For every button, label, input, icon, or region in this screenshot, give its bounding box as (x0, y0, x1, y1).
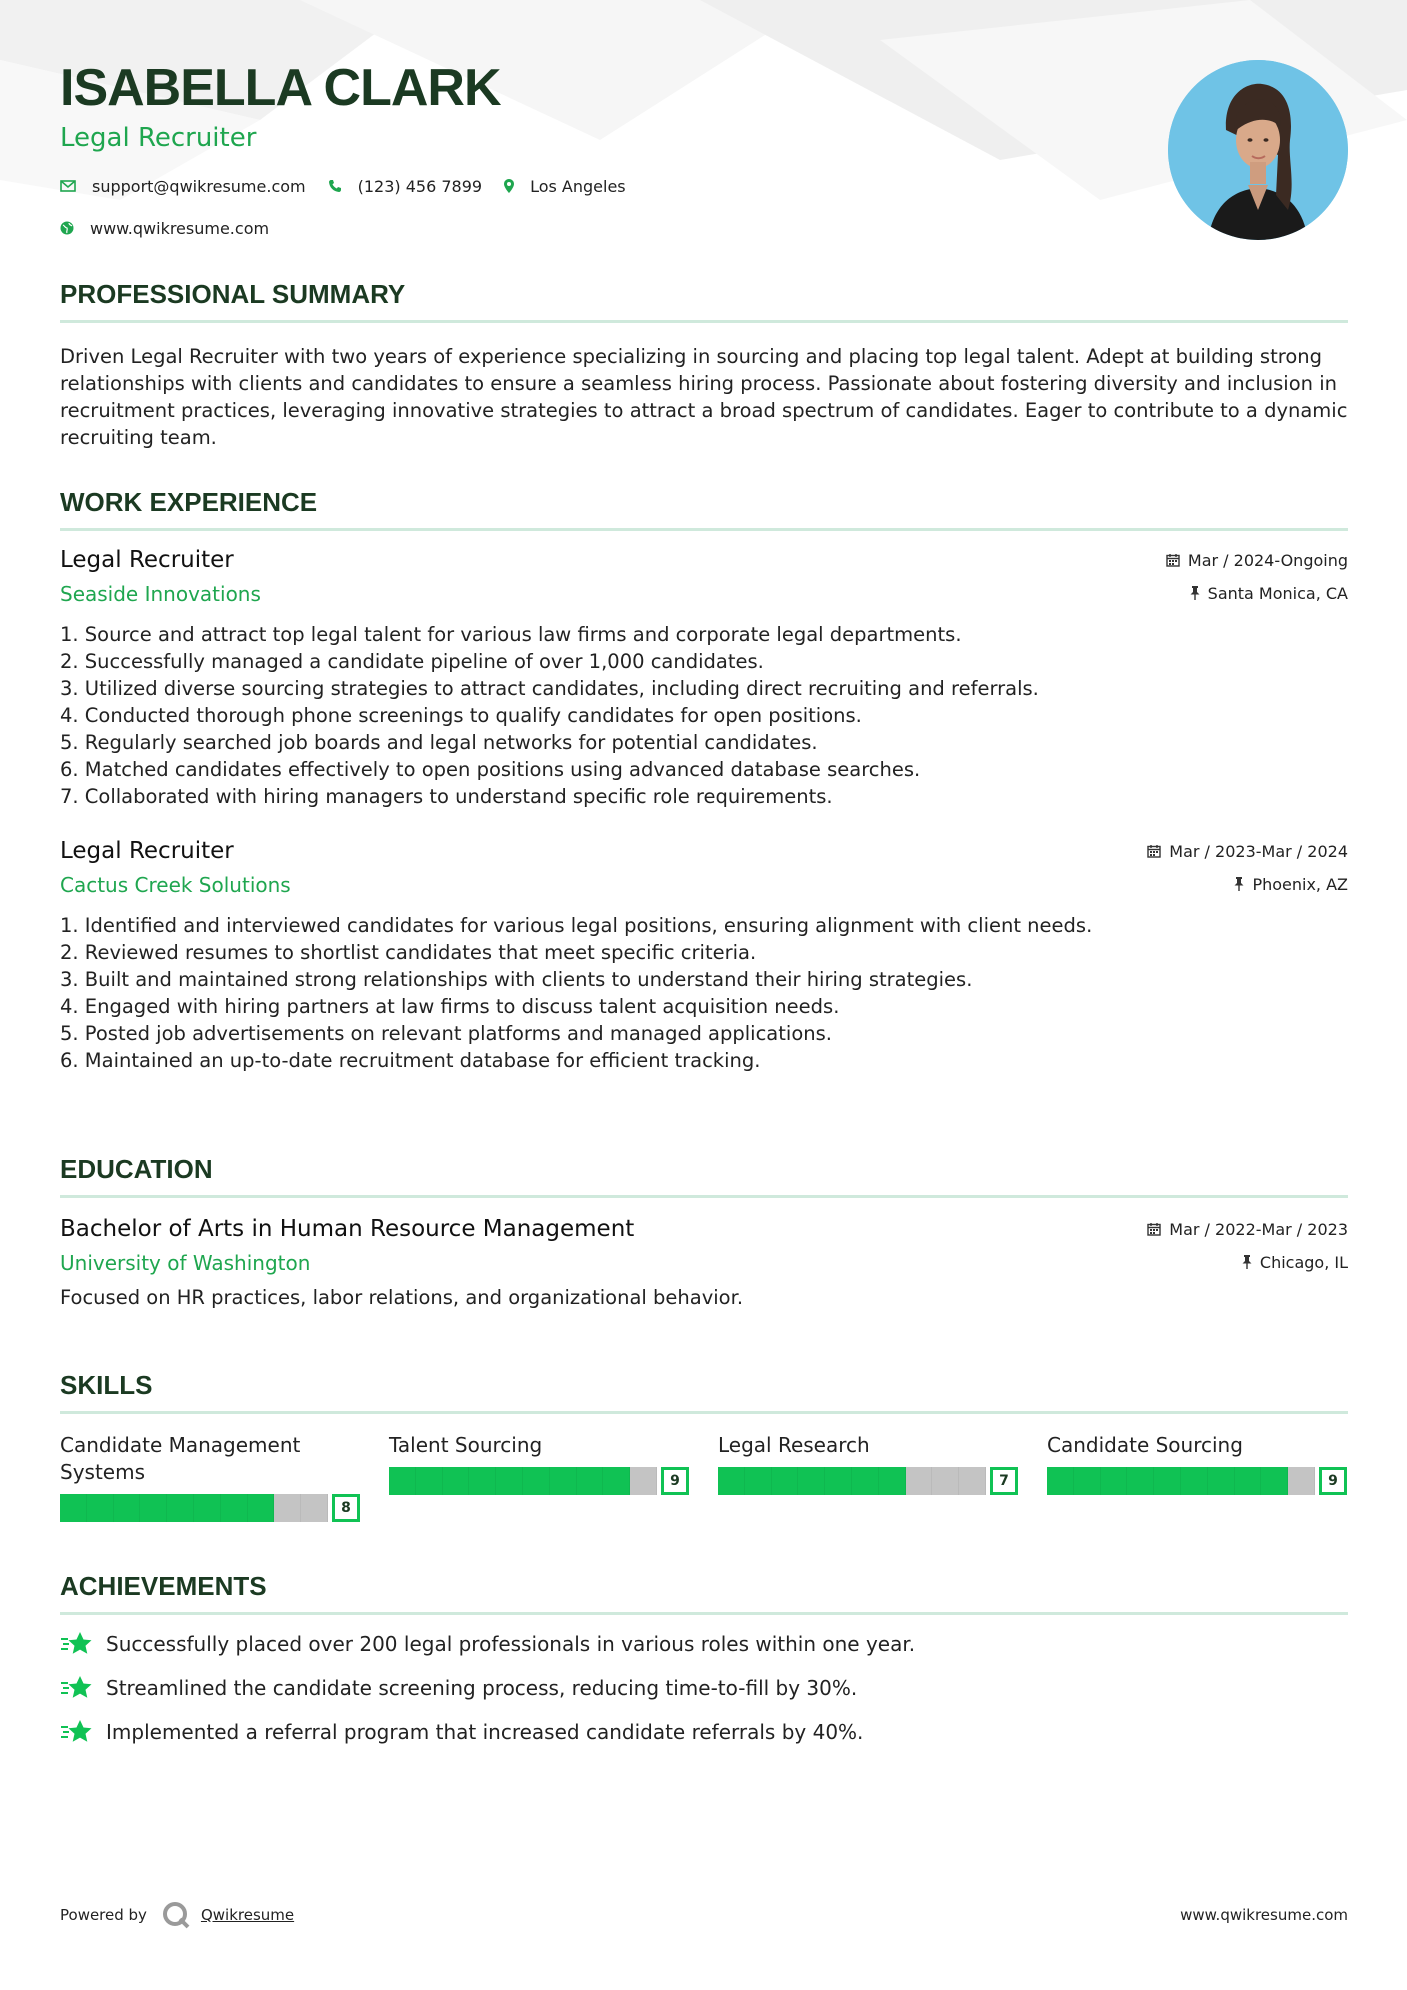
achievement-text: Successfully placed over 200 legal professionals in various roles within one year. (106, 1632, 916, 1656)
work-experience-section (60, 486, 1348, 1074)
skill-bar-segment (87, 1494, 114, 1522)
powered-by-label: Powered by (60, 1906, 147, 1924)
skill-bar-segment (167, 1494, 194, 1522)
skill-level-badge: 9 (1319, 1467, 1347, 1495)
skill-bar-segment (469, 1467, 496, 1495)
pushpin-icon (1234, 877, 1244, 891)
job-location: Santa Monica, CA (1207, 583, 1348, 603)
skills-heading: SKILLS (60, 1370, 153, 1400)
education-description: Focused on HR practices, labor relations, and organizational behavior. (60, 1286, 744, 1309)
skill-bar-segment (932, 1467, 959, 1495)
candidate-role: Legal Recruiter (60, 123, 257, 153)
education-divider (60, 1195, 1348, 1198)
skill-bar-segment (221, 1494, 248, 1522)
skill-bar-segment (577, 1467, 604, 1495)
contact-website[interactable] (60, 219, 269, 238)
job-company: Seaside Innovations (60, 582, 261, 606)
skill-bar-segment (1181, 1467, 1208, 1495)
profile-photo (1168, 60, 1348, 240)
calendar-icon (1147, 1222, 1161, 1236)
skill-name: Legal Research (718, 1433, 870, 1457)
skill-bar-segment (248, 1494, 275, 1522)
skills-divider (60, 1411, 1348, 1414)
skill-bar-segment (603, 1467, 630, 1495)
skill-item (60, 1432, 360, 1522)
skill-bar-segment (194, 1494, 221, 1522)
skill-item (389, 1432, 689, 1522)
contact-row (60, 174, 1110, 198)
contact-phone[interactable] (328, 177, 482, 196)
skill-name: Candidate Sourcing (1047, 1433, 1243, 1457)
job-title: Legal Recruiter (60, 547, 234, 573)
skill-bar-segment (1074, 1467, 1101, 1495)
calendar-icon (1166, 553, 1180, 567)
skill-bar-segment (416, 1467, 443, 1495)
education-heading: EDUCATION (60, 1154, 213, 1184)
skill-bar-segment (274, 1494, 301, 1522)
skill-bar-segment (879, 1467, 906, 1495)
skill-bar-segment (1235, 1467, 1262, 1495)
envelope-icon (60, 180, 76, 192)
candidate-name: ISABELLA CLARK (60, 59, 501, 117)
experience-heading: WORK EXPERIENCE (60, 487, 318, 517)
job-company: Cactus Creek Solutions (60, 873, 291, 897)
skill-bar-segment (443, 1467, 470, 1495)
summary-text: Driven Legal Recruiter with two years of experience specializing in sourcing and placing top legal talent. Adept at building strong relationships with clients and candidates to ensure a seamless hiring process. Passionate about fostering diversity and inclusion in recruitment practices, leveraging innovative strategies to attract a broad spectrum of candidates. Eager to contribute to a dynamic recruiting team. (60, 345, 1348, 449)
skill-bar-segment (959, 1467, 986, 1495)
professional-summary-section (60, 278, 1348, 451)
list-item: 3. Built and maintained strong relationships with clients to understand their hiring strategies. (60, 968, 973, 991)
avatar-portrait (1168, 60, 1348, 240)
skill-bar-segment (906, 1467, 933, 1495)
email-text: support@qwikresume.com (92, 176, 306, 196)
skills-row (60, 1432, 1348, 1522)
skill-bar-segment (389, 1467, 416, 1495)
job-bullets (60, 912, 1348, 1074)
education-entry (60, 1214, 1348, 1311)
skill-bar-segment (1127, 1467, 1154, 1495)
skill-bar-segment (301, 1494, 328, 1522)
job-entry-2 (60, 836, 1348, 1074)
list-item: 3. Utilized diverse sourcing strategies to attract candidates, including direct recruiting and referrals. (60, 677, 1039, 700)
skills-section (60, 1369, 1348, 1522)
skill-bar-segment (825, 1467, 852, 1495)
list-item: 4. Engaged with hiring partners at law firms to discuss talent acquisition needs. (60, 995, 840, 1018)
pushpin-icon (1242, 1255, 1252, 1269)
achievement-item (60, 1629, 1348, 1659)
list-item: 6. Maintained an up-to-date recruitment database for efficient tracking. (60, 1049, 761, 1072)
list-item: 5. Posted job advertisements on relevant platforms and managed applications. (60, 1022, 832, 1045)
education-section (60, 1153, 1348, 1311)
job-meta (1166, 549, 1348, 604)
list-item: 7. Collaborated with hiring managers to understand specific role requirements. (60, 785, 833, 808)
skill-level-bar (60, 1494, 328, 1522)
list-item: 4. Conducted thorough phone screenings to qualify candidates for open positions. (60, 704, 862, 727)
footer (60, 1895, 1348, 1935)
experience-divider (60, 528, 1348, 531)
school-name: University of Washington (60, 1251, 311, 1275)
education-dates: Mar / 2022-Mar / 2023 (1169, 1219, 1348, 1239)
achievements-heading: ACHIEVEMENTS (60, 1571, 267, 1601)
job-entry-1 (60, 545, 1348, 810)
skill-name: Candidate Management Systems (60, 1433, 301, 1484)
skill-bar-segment (772, 1467, 799, 1495)
summary-heading: PROFESSIONAL SUMMARY (60, 279, 406, 309)
education-meta (1147, 1218, 1348, 1273)
skill-level-bar (718, 1467, 986, 1495)
job-dates: Mar / 2024-Ongoing (1187, 550, 1348, 570)
skill-bar-segment (852, 1467, 879, 1495)
skill-bar-segment (496, 1467, 523, 1495)
degree-title: Bachelor of Arts in Human Resource Management (60, 1216, 635, 1242)
skill-bar-segment (1288, 1467, 1315, 1495)
skill-item (718, 1432, 1018, 1522)
skill-bar-segment (718, 1467, 745, 1495)
calendar-icon (1147, 844, 1161, 858)
job-title: Legal Recruiter (60, 838, 234, 864)
header (60, 58, 1110, 240)
skill-level-badge: 7 (990, 1467, 1018, 1495)
skill-item (1047, 1432, 1347, 1522)
skill-bar-segment (1047, 1467, 1074, 1495)
location-text: Los Angeles (530, 176, 626, 196)
education-location: Chicago, IL (1259, 1252, 1348, 1272)
skill-bar-segment (60, 1494, 87, 1522)
list-item: 1. Source and attract top legal talent for various law firms and corporate legal departments. (60, 623, 962, 646)
skill-name: Talent Sourcing (389, 1433, 543, 1457)
star-award-icon (60, 1675, 94, 1701)
list-item: 6. Matched candidates effectively to open positions using advanced database searches. (60, 758, 921, 781)
achievement-item (60, 1717, 1348, 1747)
skill-bar-segment (523, 1467, 550, 1495)
list-item: 1. Identified and interviewed candidates for various legal positions, ensuring alignment with client needs. (60, 914, 1093, 937)
skill-bar-segment (140, 1494, 167, 1522)
skill-level-bar (1047, 1467, 1315, 1495)
star-award-icon (60, 1719, 94, 1745)
skill-bar-segment (1101, 1467, 1128, 1495)
achievement-text: Streamlined the candidate screening process, reducing time-to-fill by 30%. (106, 1676, 858, 1700)
phone-text: (123) 456 7899 (357, 176, 483, 196)
powered-by (60, 1900, 294, 1930)
map-pin-icon (504, 179, 514, 193)
job-meta (1147, 840, 1348, 895)
skill-level-bar (389, 1467, 657, 1495)
skill-bar-segment (550, 1467, 577, 1495)
skill-bar-segment (798, 1467, 825, 1495)
skill-level-badge: 8 (332, 1494, 360, 1522)
list-item: 2. Reviewed resumes to shortlist candidates that meet specific criteria. (60, 941, 757, 964)
job-bullets (60, 621, 1348, 810)
skill-bar-segment (1208, 1467, 1235, 1495)
achievement-text: Implemented a referral program that increased candidate referrals by 40%. (106, 1720, 864, 1744)
achievement-item (60, 1673, 1348, 1703)
skill-bar-segment (630, 1467, 657, 1495)
skill-bar-segment (745, 1467, 772, 1495)
skill-bar-segment (1261, 1467, 1288, 1495)
summary-divider (60, 320, 1348, 323)
globe-icon (60, 221, 74, 235)
skill-level-badge: 9 (661, 1467, 689, 1495)
qwikresume-link[interactable]: Qwikresume (200, 1906, 295, 1924)
footer-website[interactable]: www.qwikresume.com (1180, 1906, 1348, 1924)
contact-row-2 (60, 216, 1110, 240)
phone-icon (328, 179, 342, 193)
star-award-icon (60, 1631, 94, 1657)
skill-bar-segment (1154, 1467, 1181, 1495)
qwikresume-logo-icon (161, 1900, 191, 1930)
job-dates: Mar / 2023-Mar / 2024 (1169, 841, 1348, 861)
pushpin-icon (1190, 586, 1200, 600)
contact-email[interactable] (60, 177, 306, 196)
list-item: 2. Successfully managed a candidate pipeline of over 1,000 candidates. (60, 650, 764, 673)
contact-location (504, 177, 626, 196)
website-text: www.qwikresume.com (90, 218, 270, 238)
achievements-section (60, 1570, 1348, 1747)
achievements-divider (60, 1612, 1348, 1615)
skill-bar-segment (114, 1494, 141, 1522)
job-location: Phoenix, AZ (1252, 874, 1348, 894)
list-item: 5. Regularly searched job boards and legal networks for potential candidates. (60, 731, 818, 754)
